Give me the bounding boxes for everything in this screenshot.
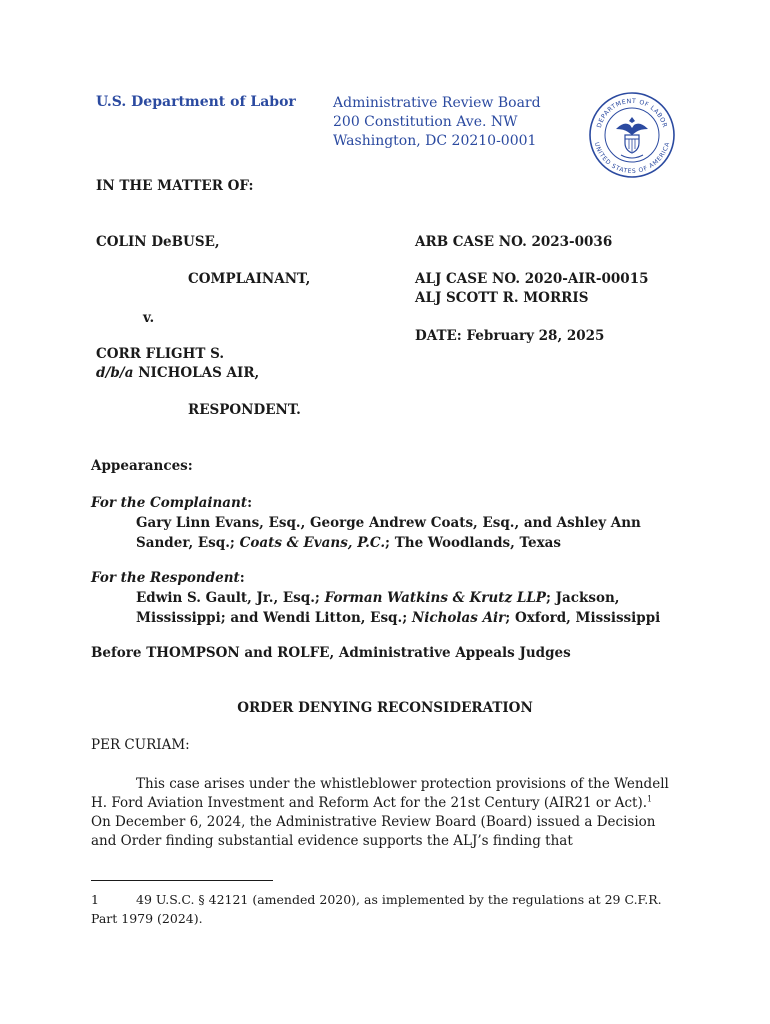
footnote-number: 1 [91, 892, 99, 907]
order-title: ORDER DENYING RECONSIDERATION [237, 700, 533, 716]
complainant-firm: Coats & Evans, P.C. [239, 534, 386, 551]
respondent-name-line1: CORR FLIGHT S. [96, 346, 225, 362]
complainant-role: COMPLAINANT, [188, 271, 311, 287]
office-line-2: 200 Constitution Ave. NW [333, 114, 518, 130]
complainant-counsel: Gary Linn Evans, Esq., George Andrew Coats, Esq., and Ashley Ann Sander, Esq.; Coats & Evans, P.C.; The Woodlands, Texas [136, 515, 641, 551]
complainant-counsel-label: For the Complainant: [91, 495, 253, 511]
respondent-name-rest: NICHOLAS AIR, [133, 365, 260, 381]
respondent-dba: d/b/a [96, 365, 134, 381]
dol-seal-icon [588, 91, 676, 179]
respondent-firm-1: Forman Watkins & Krutz LLP [324, 590, 546, 606]
office-line-3: Washington, DC 20210-0001 [333, 133, 537, 149]
office-line-1: Administrative Review Board [333, 95, 541, 111]
per-curiam: PER CURIAM: [91, 737, 190, 753]
svg-text:DEPARTMENT OF LABOR [596, 98, 668, 129]
matter-of-heading: IN THE MATTER OF: [96, 178, 254, 194]
alj-case-number: ALJ CASE NO. 2020-AIR-00015 [415, 271, 649, 287]
decision-date: DATE: February 28, 2025 [415, 328, 605, 344]
appearances-heading: Appearances: [91, 458, 193, 474]
respondent-counsel-label: For the Respondent: [91, 570, 245, 586]
respondent-name-line2 [96, 365, 259, 381]
office-address [333, 94, 541, 151]
alj-judge: ALJ SCOTT R. MORRIS [415, 290, 589, 306]
seal-text-bottom: UNITED STATES OF AMERICA [592, 141, 672, 176]
footnote-1: 1 49 U.S.C. § 42121 (amended 2020), as implemented by the regulations at 29 C.F.R. Part 1979 (2024). [91, 892, 662, 926]
respondent-firm-2: Nicholas Air [411, 609, 506, 626]
agency-name: U.S. Department of Labor [96, 94, 296, 110]
body-paragraph: This case arises under the whistleblower protection provisions of the Wendell H. Ford Aviation Investment and Reform Act for the 21st Century (AIR21 or Act).$^1$ On December 6, 2024, the Administrative Review Board (Board) issued a Decision and Order finding substantial evidence supports the ALJ’s finding that [91, 776, 669, 849]
seal-text-top: DEPARTMENT OF LABOR [595, 97, 669, 129]
complainant-name: COLIN DeBUSE, [96, 234, 220, 250]
versus: v. [143, 310, 155, 326]
respondent-role: RESPONDENT. [188, 402, 301, 418]
footnote-divider [91, 880, 273, 881]
arb-case-number: ARB CASE NO. 2023-0036 [415, 234, 613, 250]
respondent-counsel: Edwin S. Gault, Jr., Esq.; Forman Watkins & Krutz LLP; Jackson, Mississippi; and Wendi Litton, Esq.; Nicholas Air; Oxford, Mississippi [136, 590, 661, 626]
panel-judges: Before THOMPSON and ROLFE, Administrative Appeals Judges [91, 645, 571, 661]
footnote-ref[interactable]: 1 [647, 794, 653, 804]
